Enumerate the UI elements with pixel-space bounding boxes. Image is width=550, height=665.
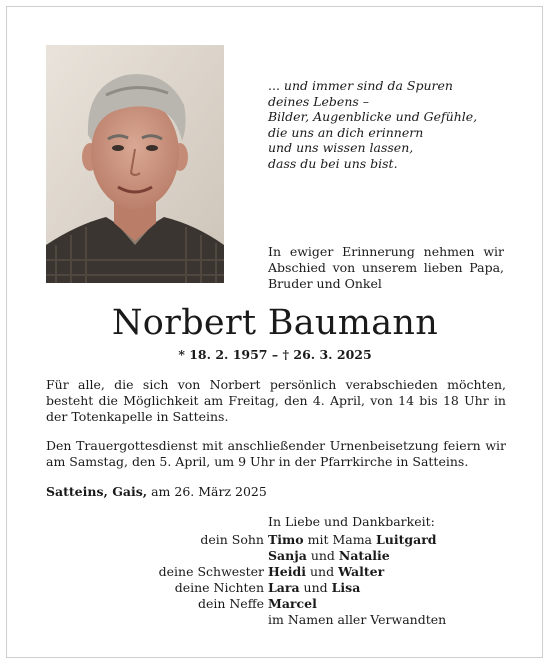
names-daughters bbox=[268, 548, 390, 564]
relation-nephew: dein Neffe bbox=[197, 596, 264, 611]
names-nieces bbox=[268, 580, 360, 596]
intro-text bbox=[268, 244, 504, 292]
poem-line: Bilder, Augenblicke und Gefühle, bbox=[268, 109, 478, 124]
service-paragraph: Den Trauergottesdienst mit anschließender Urnenbeisetzung feiern wir am Samstag, den 5. April, um 9 Uhr in der Pfarrkirche in Satteins. bbox=[46, 438, 506, 469]
connector: und bbox=[306, 564, 339, 579]
poem-line: und uns wissen lassen, bbox=[268, 140, 414, 155]
connector: mit Mama bbox=[303, 532, 376, 547]
portrait-photo bbox=[46, 45, 224, 283]
relation-son: dein Sohn bbox=[200, 532, 264, 547]
poem bbox=[268, 78, 518, 171]
death-date: 26. 3. 2025 bbox=[293, 347, 372, 362]
names-sister bbox=[268, 564, 384, 580]
place-names: Satteins, Gais, bbox=[46, 484, 148, 499]
name-timo: Timo bbox=[268, 532, 304, 547]
date-separator: – bbox=[267, 347, 283, 362]
name-sanja: Sanja bbox=[268, 548, 307, 563]
names-nephew bbox=[268, 596, 317, 612]
poem-line: die uns an dich erinnern bbox=[268, 124, 424, 140]
intro-line: Bruder und Onkel bbox=[268, 276, 382, 291]
relation-sister: deine Schwester bbox=[158, 564, 264, 579]
birth-symbol: * bbox=[178, 347, 185, 362]
signoff-heading: In Liebe und Dankbarkeit: bbox=[268, 514, 435, 529]
name-heidi: Heidi bbox=[268, 564, 307, 579]
poem-line: ... und immer sind da Spuren bbox=[268, 78, 453, 93]
connector: und bbox=[306, 548, 339, 563]
place-date bbox=[46, 484, 267, 500]
deceased-name: Norbert Baumann bbox=[111, 303, 439, 343]
poem-line: deines Lebens – bbox=[268, 93, 370, 109]
name-luitgard: Luitgard bbox=[375, 532, 437, 547]
intro-line: Abschied von unserem lieben Papa, bbox=[268, 260, 504, 275]
birth-date: 18. 2. 1957 bbox=[189, 347, 268, 362]
signoff-closing: im Namen aller Verwandten bbox=[268, 612, 447, 627]
name-lara: Lara bbox=[268, 580, 300, 595]
intro-line: In ewiger Erinnerung nehmen wir bbox=[268, 244, 504, 259]
names-son bbox=[268, 532, 437, 548]
name-marcel: Marcel bbox=[268, 596, 317, 611]
name-natalie: Natalie bbox=[338, 548, 390, 563]
date-text: am 26. März 2025 bbox=[147, 484, 267, 499]
name-lisa: Lisa bbox=[331, 580, 361, 595]
poem-line: dass du bei uns bist. bbox=[268, 155, 398, 171]
connector: und bbox=[299, 580, 332, 595]
death-symbol: † bbox=[282, 347, 290, 362]
farewell-paragraph: Für alle, die sich von Norbert persönlich verabschieden möchten, besteht die Möglichkeit am Freitag, den 4. April, von 14 bis 18 Uhr in der Totenkapelle in Satteins. bbox=[46, 377, 506, 424]
life-dates bbox=[0, 347, 550, 363]
relation-nieces: deine Nichten bbox=[174, 580, 264, 595]
name-walter: Walter bbox=[338, 564, 385, 579]
